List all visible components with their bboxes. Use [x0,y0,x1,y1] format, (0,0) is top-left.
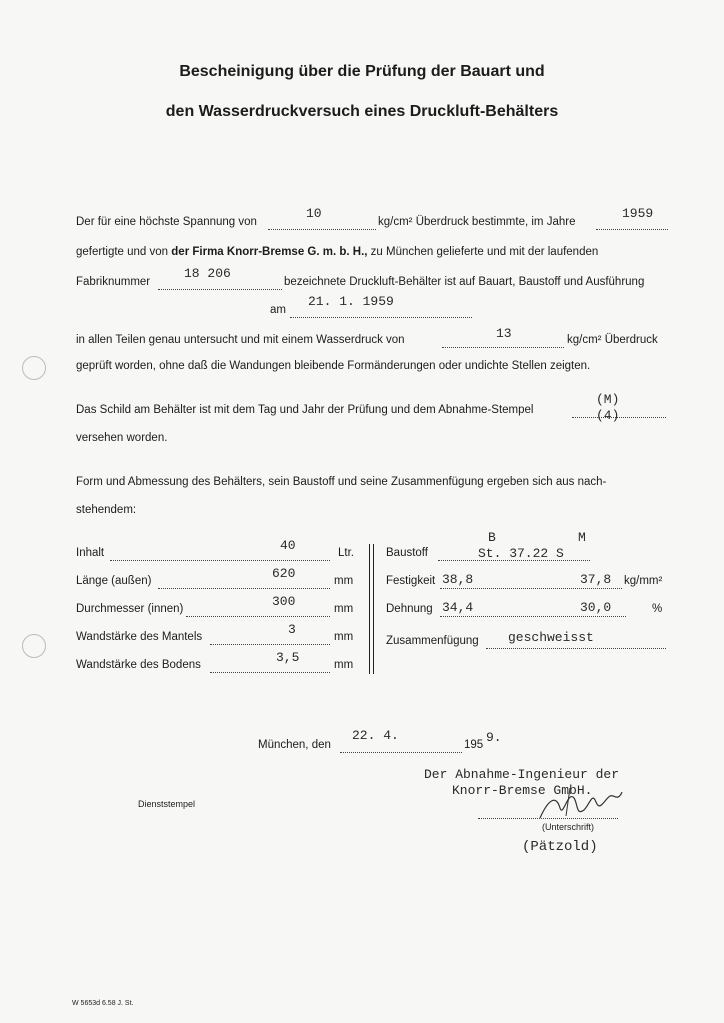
document-title-line2: den Wasserdruckversuch eines Druckluft-Behälters [165,103,559,120]
dotted-line [158,289,282,290]
dotted-line [290,317,472,318]
unit-wandstaerke-mantel: mm [334,631,354,643]
signature-line-2: Knorr-Bremse GmbH. [452,783,593,798]
dotted-line [440,588,622,589]
dotted-line [440,616,626,617]
text-bezeichnete: bezeichnete Druckluft-Behälter ist auf Bauart, Baustoff und Ausführung [284,276,645,288]
dotted-line [596,229,668,230]
label-baustoff: Baustoff [386,547,428,559]
dotted-line [110,560,330,561]
dotted-line [486,648,666,649]
value-festigkeit-2: 37,8 [580,572,612,587]
form-number: W 5653d 6.58 J. St. [72,1000,134,1007]
text-schild: Das Schild am Behälter ist mit dem Tag und Jahr der Prüfung und dem Abnahme-Stempel [76,404,534,416]
value-ausstellungsdatum: 22. 4. [352,728,399,743]
value-jahr: 1959 [622,206,654,221]
text-gefertigte [76,246,598,258]
dotted-line [340,752,462,753]
punch-hole-top [22,356,46,380]
value-jahr-suffix: 9. [486,730,502,745]
value-wandstaerke-boden: 3,5 [276,650,300,665]
value-spannung: 10 [306,206,322,221]
dotted-line [442,347,564,348]
text-ort-datum: München, den [258,739,331,751]
label-wandstaerke-boden: Wandstärke des Bodens [76,659,201,671]
table-divider-right [373,544,374,674]
table-divider-left [369,544,370,674]
value-stempel-m: (M) [596,392,620,407]
text-wasserdruck: in allen Teilen genau untersucht und mit einem Wasserdruck von [76,334,405,346]
signer-name: (Pätzold) [522,839,598,855]
value-wasserdruck: 13 [496,326,512,341]
label-zusammenfuegung: Zusammenfügung [386,635,479,647]
text-firma: der Firma Knorr-Bremse G. m. b. H., [171,246,368,258]
stamp-label: Dienststempel [138,799,196,809]
text-am: am [270,304,286,316]
value-wandstaerke-mantel: 3 [288,622,296,637]
unit-inhalt: Ltr. [338,547,354,559]
header-b: B [488,530,496,545]
text-jahr-prefix: 195 [464,739,484,751]
dotted-line [210,644,330,645]
text-stehendem: stehendem: [76,504,137,516]
text-form-abmessung: Form und Abmessung des Behälters, sein Baustoff und seine Zusammenfügung ergeben sich aus nach- [76,476,607,488]
text-gefertigte-a: gefertigte und von [76,246,169,258]
label-durchmesser: Durchmesser (innen) [76,603,184,615]
label-dehnung: Dehnung [386,603,433,615]
value-inhalt: 40 [280,538,296,553]
header-m: M [578,530,586,545]
value-stempel-4: (4) [596,408,620,423]
value-laenge: 620 [272,566,296,581]
value-baustoff: St. 37.22 S [478,546,564,561]
value-zusammenfuegung: geschweisst [508,630,594,645]
text-ueberdruck-jahr: kg/cm² Überdruck bestimmte, im Jahre [378,216,576,228]
label-inhalt: Inhalt [76,547,105,559]
value-festigkeit-1: 38,8 [442,572,474,587]
text-spannung: Der für eine höchste Spannung von [76,216,257,228]
label-festigkeit: Festigkeit [386,575,436,587]
punch-hole-bottom [22,634,46,658]
label-laenge: Länge (außen) [76,575,152,587]
unit-wandstaerke-boden: mm [334,659,354,671]
text-geprueft: geprüft worden, ohne daß die Wandungen bleibende Formänderungen oder undichte Stellen zeigten. [76,360,591,372]
value-pruefdatum: 21. 1. 1959 [308,294,394,309]
dotted-line [210,672,330,673]
unit-laenge: mm [334,575,354,587]
dotted-line [268,229,376,230]
dotted-line [186,616,330,617]
value-dehnung-2: 30,0 [580,600,612,615]
dotted-line [158,588,330,589]
value-dehnung-1: 34,4 [442,600,474,615]
value-durchmesser: 300 [272,594,296,609]
text-versehen: versehen worden. [76,432,168,444]
document-title-line1: Bescheinigung über die Prüfung der Bauart und [179,63,545,80]
value-fabriknummer: 18 206 [184,266,231,281]
signature-dotted-line [478,818,618,819]
text-ueberdruck: kg/cm² Überdruck [567,334,658,346]
text-fabriknummer: Fabriknummer [76,276,151,288]
label-wandstaerke-mantel: Wandstärke des Mantels [76,631,203,643]
signature-label: (Unterschrift) [542,822,595,832]
unit-festigkeit: kg/mm² [624,575,663,587]
unit-durchmesser: mm [334,603,354,615]
text-gefertigte-b: zu München gelieferte und mit der laufenden [370,246,599,258]
unit-dehnung: % [652,603,663,615]
signature-line-1: Der Abnahme-Ingenieur der [424,767,620,782]
